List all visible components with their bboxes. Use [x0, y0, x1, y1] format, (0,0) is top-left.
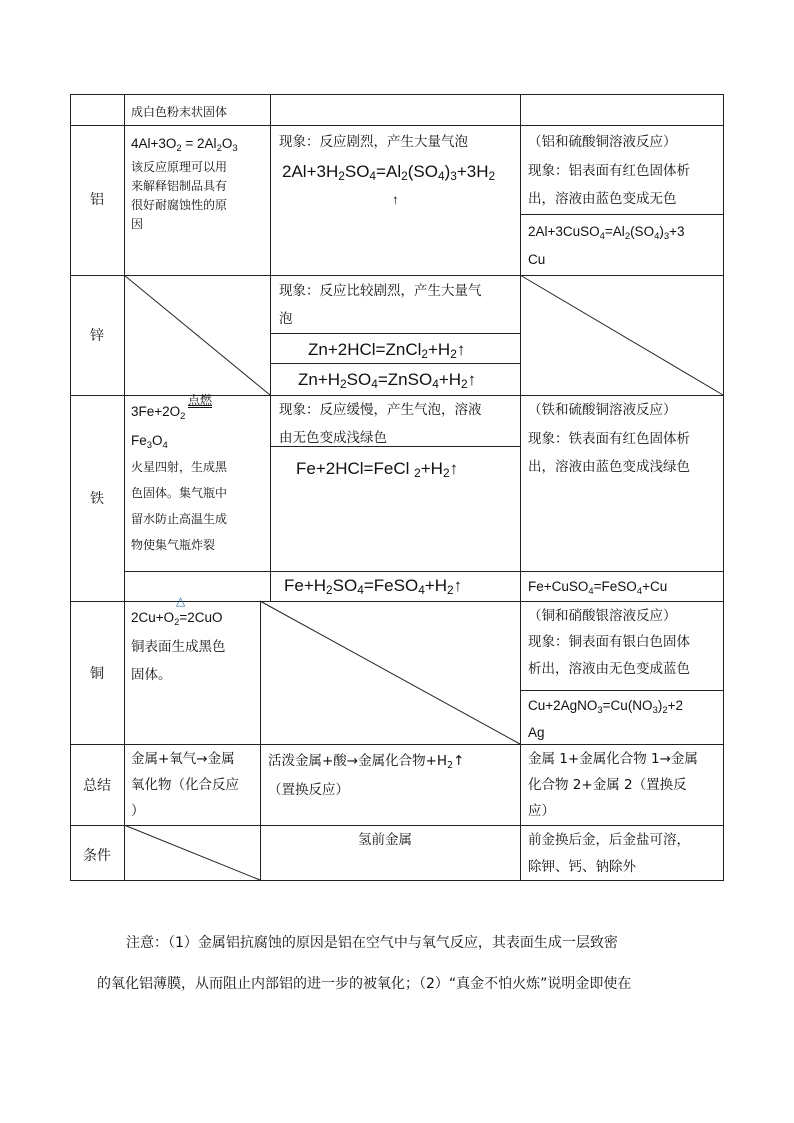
al-salt-title: （铝和硫酸铜溶液反应）: [528, 134, 677, 150]
summary-oxygen: ）: [131, 803, 145, 819]
condition-acid: 氢前金属: [358, 832, 412, 848]
al-oxygen-note: 来解释铝制品具有: [131, 179, 228, 193]
al-oxygen-note: 很好耐腐蚀性的原: [131, 198, 228, 212]
fe-salt-phenomenon: 出，溶液由蓝色变成浅绿色: [528, 459, 690, 475]
note-paragraph-line: 的氧化铝薄膜，从而阻止内部铝的进一步的被氧化；（2）“真金不怕火炼”说明金即使在: [97, 976, 632, 992]
fe-oxygen-note: 火星四射，生成黑: [131, 460, 228, 474]
zn-acid-phenomenon: 泡: [279, 311, 293, 327]
fe-acid-phenomenon: 现象：反应缓慢，产生气泡，溶液: [279, 402, 482, 418]
reaction-condition: 点燃: [188, 393, 213, 407]
condition-label: 条件: [83, 848, 111, 864]
metal-label-al: 铝: [90, 192, 104, 208]
condition-salt: 前金换后金，后金盐可溶，: [528, 832, 690, 848]
fe-hcl-equation: Fe+2HCl=FeCl $_2+H_2↑$: [296, 459, 459, 480]
cu-oxygen-equation: $2Cu+O_2=2CuO$: [131, 610, 223, 628]
zn-acid-phenomenon: 现象：反应比较剧烈，产生大量气: [279, 283, 482, 299]
cu-salt-phenomenon: 现象：铜表面有银白色固体: [528, 634, 690, 650]
cu-salt-title: （铜和硝酸银溶液反应）: [528, 608, 677, 624]
fe-oxygen-product: $Fe_3O_4$: [131, 433, 168, 451]
summary-salt: 化合物 2+金属 2（置换反: [528, 777, 687, 793]
zn-h2so4-equation: $Zn+H_2SO_4=ZnSO_4+H_2↑$: [298, 370, 477, 391]
diagonal-cu-col2: [260, 601, 520, 744]
summary-salt: 金属 1+金属化合物 1→金属: [528, 751, 698, 767]
fe-salt-phenomenon: 现象：铁表面有红色固体析: [528, 431, 690, 447]
reaction-condition: △: [176, 594, 186, 608]
summary-acid: （置换反应）: [268, 782, 349, 798]
fe-h2so4-equation: $Fe+H_2SO_4=FeSO_4+H_2↑$: [284, 576, 463, 597]
fe-salt-equation: Fe+CuSO$_4$=FeSO$_4$+Cu: [528, 579, 668, 597]
al-salt-equation: $2Al+3CuSO_4=Al_2(SO_4)_3+3$: [528, 224, 685, 242]
al-oxygen-note: 该反应原理可以用: [131, 160, 228, 174]
diagonal-zn-col1: [124, 275, 270, 395]
condition-salt: 除钾、钙、钠除外: [528, 859, 636, 875]
table-cell-text: 成白色粉末状固体: [131, 105, 228, 119]
fe-oxygen-note: 留水防止高温生成: [131, 512, 228, 526]
cu-salt-phenomenon: 析出，溶液由无色变成蓝色: [528, 661, 690, 677]
zn-hcl-equation: $Zn+2HCl=ZnCl_2+H_2↑$: [308, 340, 466, 361]
summary-oxygen: 金属+氧气→金属: [131, 751, 235, 767]
diagonal-zn-col3: [520, 275, 723, 395]
al-oxygen-note: 因: [131, 217, 144, 231]
fe-oxygen-equation: $3Fe+2O_2$: [131, 404, 186, 422]
al-salt-equation: Cu: [528, 252, 546, 267]
cu-oxygen-note: 铜表面生成黑色: [131, 639, 226, 655]
summary-label: 总结: [83, 778, 111, 794]
summary-oxygen: 氧化物（化合反应: [131, 777, 239, 793]
summary-acid: 活泼金属+酸→金属化合物$+H_2↑$: [268, 753, 465, 771]
gas-arrow: ↑: [392, 192, 399, 207]
diagonal-condition-col1: [124, 825, 260, 880]
cu-salt-equation: $Cu+2AgNO_3=Cu(NO_3)_2+2$: [528, 698, 683, 716]
al-acid-phenomenon: 现象：反应剧烈，产生大量气泡: [279, 134, 468, 150]
fe-oxygen-note: 色固体。集气瓶中: [131, 486, 228, 500]
fe-salt-title: （铁和硫酸铜溶液反应）: [528, 402, 677, 418]
fe-oxygen-note: 物使集气瓶炸裂: [131, 538, 216, 552]
metal-label-fe: 铁: [90, 491, 104, 507]
note-paragraph-line: 注意：（1）金属铝抗腐蚀的原因是铝在空气中与氧气反应，其表面生成一层致密: [126, 935, 618, 951]
fe-acid-phenomenon: 由无色变成浅绿色: [279, 430, 387, 446]
metal-label-zn: 锌: [90, 328, 104, 344]
metal-label-cu: 铜: [90, 666, 104, 682]
al-oxygen-equation: $4Al+3O_2 = 2Al_2O_3$: [131, 136, 238, 154]
summary-salt: 应）: [528, 803, 555, 819]
cu-salt-equation: Ag: [528, 725, 545, 740]
al-salt-phenomenon: 出，溶液由蓝色变成无色: [528, 191, 677, 207]
al-acid-equation: $2Al+3H_2SO_4=Al_2(SO_4)_3+3H_2$: [282, 162, 496, 183]
al-salt-phenomenon: 现象：铝表面有红色固体析: [528, 163, 690, 179]
cu-oxygen-note: 固体。: [131, 667, 172, 683]
